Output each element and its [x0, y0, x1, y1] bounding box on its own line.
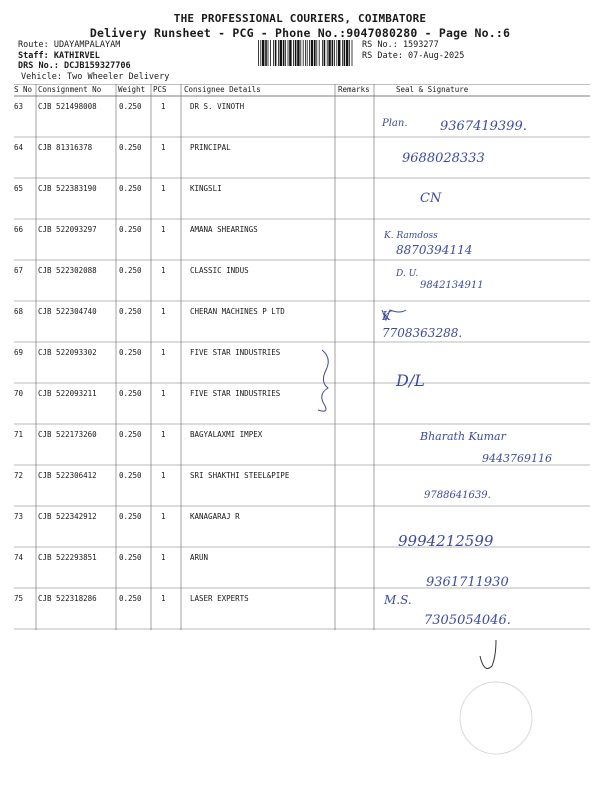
- row-consignment-no: CJB 522293851: [38, 553, 97, 562]
- table-row: [14, 219, 590, 260]
- rs-date: RS Date: 07-Aug-2025: [362, 50, 465, 61]
- table-row: [14, 424, 590, 465]
- signature-phone: 7305054046.: [424, 613, 511, 628]
- row-sno: 75: [14, 594, 24, 603]
- col-header-seal-signature: Seal & Signature: [396, 85, 469, 94]
- row-sno: 69: [14, 348, 24, 357]
- check-mark: [480, 640, 496, 668]
- row-weight: 0.250: [119, 102, 142, 111]
- row-consignee: PRINCIPAL: [190, 143, 231, 152]
- runsheet-table: [14, 84, 590, 630]
- signature-name: D. U.: [396, 269, 419, 279]
- row-consignment-no: CJB 522173260: [38, 430, 97, 439]
- row-consignee: CHERAN MACHINES P LTD: [190, 307, 285, 316]
- row-consignment-no: CJB 521498008: [38, 102, 97, 111]
- seal-stamp-circle: [460, 682, 532, 754]
- signature-phone: 9788641639.: [424, 490, 491, 501]
- signature-phone: 9994212599: [398, 532, 494, 550]
- col-header-consignee: Consignee Details: [184, 85, 261, 94]
- row-pcs: 1: [161, 553, 166, 562]
- table-row: [14, 260, 590, 301]
- row-consignee: DR S. VINOTH: [190, 102, 245, 111]
- staff-label: Staff: KATHIRVEL: [18, 50, 100, 61]
- row-consignee: FIVE STAR INDUSTRIES: [190, 389, 281, 398]
- row-weight: 0.250: [119, 307, 142, 316]
- drs-label: DRS No.: DCJB159327706: [18, 61, 131, 71]
- signature-name: Bharath Kumar: [420, 430, 506, 443]
- row-sno: 66: [14, 225, 24, 234]
- table-row: [14, 588, 590, 629]
- row-pcs: 1: [161, 594, 166, 603]
- signature-phone: 9688028333: [402, 151, 485, 166]
- row-pcs: 1: [161, 389, 166, 398]
- row-sno: 72: [14, 471, 24, 480]
- row-consignee: AMANA SHEARINGS: [190, 225, 258, 234]
- signature-phone: 9367419399.: [440, 119, 527, 134]
- row-weight: 0.250: [119, 471, 142, 480]
- row-consignment-no: CJB 522093302: [38, 348, 97, 357]
- route-label: Route: UDAYAMPALAYAM: [18, 40, 121, 50]
- row-pcs: 1: [161, 430, 166, 439]
- row-sno: 73: [14, 512, 24, 521]
- row-consignee: BAGYALAXMI IMPEX: [190, 430, 263, 439]
- table-row: [14, 547, 590, 588]
- signature-name: K. Ramdoss: [384, 231, 438, 241]
- row-consignee: KANAGARAJ R: [190, 512, 240, 521]
- row-consignee: FIVE STAR INDUSTRIES: [190, 348, 281, 357]
- row-sno: 65: [14, 184, 24, 193]
- row-sno: 74: [14, 553, 24, 562]
- vehicle-label: Vehicle: Two Wheeler Delivery: [21, 71, 170, 82]
- signature-name: M.S.: [384, 593, 412, 607]
- row-pcs: 1: [161, 307, 166, 316]
- row-pcs: 1: [161, 143, 166, 152]
- row-pcs: 1: [161, 102, 166, 111]
- runsheet-subtitle: Delivery Runsheet - PCG - Phone No.:9047080280 - Page No.:6: [89, 26, 511, 40]
- row-consignee: KINGSLI: [190, 184, 222, 193]
- row-consignment-no: CJB 522093211: [38, 389, 97, 398]
- row-weight: 0.250: [119, 594, 142, 603]
- row-weight: 0.250: [119, 225, 142, 234]
- row-consignment-no: CJB 522383190: [38, 184, 97, 193]
- runsheet-meta-left: [18, 40, 169, 82]
- company-title: THE PROFESSIONAL COURIERS, COIMBATORE: [173, 12, 427, 25]
- row-sno: 70: [14, 389, 24, 398]
- row-pcs: 1: [161, 225, 166, 234]
- row-pcs: 1: [161, 348, 166, 357]
- row-sno: 63: [14, 102, 24, 111]
- row-consignment-no: CJB 522342912: [38, 512, 97, 521]
- row-pcs: 1: [161, 471, 166, 480]
- signature-name: D/L: [396, 371, 425, 390]
- row-consignee: ARUN: [190, 553, 209, 562]
- row-consignment-no: CJB 522318286: [38, 594, 97, 603]
- signature-phone: 7708363288.: [382, 326, 463, 340]
- row-consignment-no: CJB 522093297: [38, 225, 97, 234]
- runsheet-meta-right: [362, 40, 464, 61]
- row-consignee: LASER EXPERTS: [190, 594, 249, 603]
- table-row: [14, 178, 590, 219]
- row-pcs: 1: [161, 512, 166, 521]
- table-row: [14, 465, 590, 506]
- signature-phone: 9361711930: [426, 575, 509, 590]
- col-header-consignment: Consignment No: [38, 85, 102, 94]
- rs-number: RS No.: 1593277: [362, 40, 439, 50]
- row-weight: 0.250: [119, 389, 142, 398]
- row-consignee: SRI SHAKTHI STEEL&PIPE: [190, 471, 290, 480]
- signature-phone: 9842134911: [420, 280, 484, 291]
- table-row: [14, 383, 590, 424]
- row-consignee: CLASSIC INDUS: [190, 266, 249, 275]
- signature-name: K: [382, 309, 391, 323]
- col-header-weight: Weight: [118, 85, 146, 94]
- row-weight: 0.250: [119, 143, 142, 152]
- signature-phone: 9443769116: [482, 452, 552, 465]
- row-sno: 67: [14, 266, 24, 275]
- row-sno: 71: [14, 430, 24, 439]
- row-consignment-no: CJB 522304740: [38, 307, 97, 316]
- table-row: [14, 342, 590, 383]
- row-weight: 0.250: [119, 512, 142, 521]
- row-sno: 68: [14, 307, 24, 316]
- signature-name: CN: [420, 191, 442, 206]
- row-weight: 0.250: [119, 553, 142, 562]
- row-weight: 0.250: [119, 430, 142, 439]
- signature-phone: 8870394114: [396, 243, 473, 257]
- row-weight: 0.250: [119, 348, 142, 357]
- signature-name: Plan.: [382, 118, 408, 129]
- row-weight: 0.250: [119, 184, 142, 193]
- table-row: [14, 506, 590, 547]
- row-consignment-no: CJB 522302088: [38, 266, 97, 275]
- row-weight: 0.250: [119, 266, 142, 275]
- barcode: [258, 40, 354, 66]
- row-consignment-no: CJB 522306412: [38, 471, 97, 480]
- table-row: [14, 96, 590, 137]
- col-header-pcs: PCS: [153, 85, 167, 94]
- row-sno: 64: [14, 143, 24, 152]
- row-consignment-no: CJB 81316378: [38, 143, 93, 152]
- row-pcs: 1: [161, 184, 166, 193]
- table-row: [14, 301, 590, 342]
- table-row: [14, 137, 590, 178]
- col-header-remarks: Remarks: [338, 85, 370, 94]
- row-pcs: 1: [161, 266, 166, 275]
- col-header-sno: S No: [14, 85, 33, 94]
